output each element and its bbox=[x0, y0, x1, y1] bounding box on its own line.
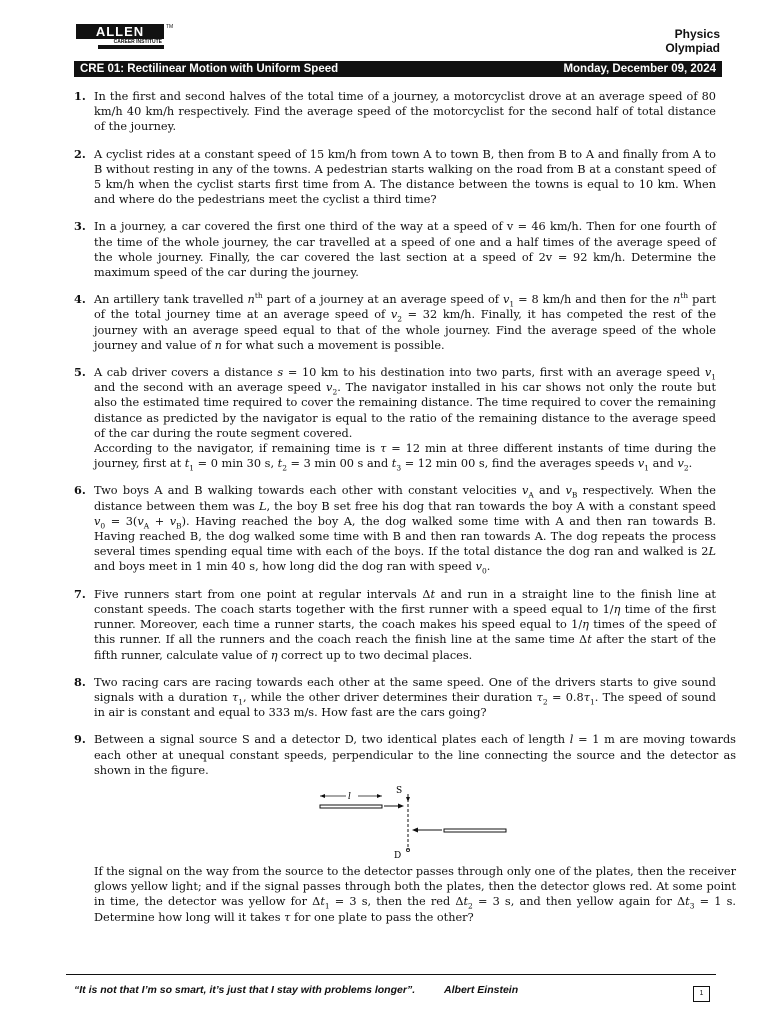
question-text: In the first and second halves of the total time of a journey, a motorcyclist drove at an average speed of 80 km/h 40 km/h respectively. Find the average speed of the motorcyclist for the second half of total distance of the journey. bbox=[94, 90, 716, 134]
page-number: 1 bbox=[693, 986, 710, 1002]
source-marker-icon bbox=[406, 797, 410, 802]
logo-bar bbox=[98, 45, 164, 49]
question-number: 4. bbox=[74, 292, 86, 307]
question-number: 5. bbox=[74, 365, 86, 380]
label-d: D bbox=[394, 850, 402, 860]
question-6 bbox=[74, 483, 716, 574]
subject-label bbox=[665, 27, 720, 55]
question-3 bbox=[74, 219, 716, 280]
plates-diagram bbox=[94, 784, 736, 860]
footer-quote bbox=[74, 984, 518, 996]
sheet-date: Monday, December 09, 2024 bbox=[563, 63, 716, 75]
question-list bbox=[74, 89, 736, 937]
question-9 bbox=[74, 732, 736, 924]
question-4 bbox=[74, 292, 716, 353]
question-text: Two racing cars are racing towards each other at the same speed. One of the drivers starts to give sound signals with a duration $\tau_1$, while the other driver determines their duration $\tau_2 = 0.8\tau_1$. The speed of sound in air is constant and equal to 333 m/s. How fast are the cars going? bbox=[94, 675, 716, 720]
length-arrow-right-icon bbox=[377, 794, 382, 798]
question-text: A cyclist rides at a constant speed of 15 km/h from town A to town B, then from B to A and finally from A to B without resting in any of the towns. A pedestrian starts walking on the road from B at a constant speed of 5 km/h when the cyclist starts first time from A. The distance between the towns is equal to 10 km. When and where do the pedestrians meet the cyclist a third time? bbox=[94, 147, 716, 207]
label-length: l bbox=[348, 791, 351, 802]
footer-divider bbox=[66, 974, 716, 975]
allen-logo bbox=[76, 24, 174, 54]
logo-wordmark: ALLEN bbox=[76, 24, 164, 39]
question-text: An artillery tank travelled $n^{th}$ part of a journey at an average speed of $v_1 = 8$ km/h and then for the $n^{th}$ part of the total journey time at an average speed of $v_2 = 32$ km/h. Finally, it has competed the rest of the journey with an average speed equal to that of the whole journey. Find the average speed of the whole journey and value of n for what such a movement is possible. bbox=[94, 291, 716, 352]
question-number: 1. bbox=[74, 89, 86, 103]
quote-author: Albert Einstein bbox=[444, 984, 519, 996]
question-number: 8. bbox=[74, 674, 86, 689]
logo-trademark: TM bbox=[166, 24, 174, 30]
question-1 bbox=[74, 89, 716, 135]
left-plate bbox=[320, 805, 382, 808]
question-number: 9. bbox=[74, 732, 86, 747]
right-velocity-arrow-icon bbox=[412, 827, 418, 832]
sheet-title: CRE 01: Rectilinear Motion with Uniform Speed bbox=[80, 63, 339, 75]
title-banner bbox=[74, 61, 722, 77]
question-text: A cab driver covers a distance s = 10 km to his destination into two parts, first with an average speed $v_1$ and the second with an average speed $v_2$. The navigator installed in his car shows not only the route but also the estimated time required to cover the remaining distance. The time required to cover the remaining distance as predicted by the navigator is equal to the ratio of the remaining distance to the average speed of the car during the route segment covered. According to the navigator, if remaining time is τ = 12 min at three different instants of time during the journey, first at $t_1 = 0$ min 30 s, $t_2 = 3$ min 00 s and $t_3 = 12$ min 00 s, find the averages speeds $v_1$ and $v_2$. bbox=[94, 366, 716, 473]
question-number: 3. bbox=[74, 219, 86, 234]
label-s: S bbox=[396, 785, 403, 796]
question-2 bbox=[74, 147, 716, 208]
question-text: Five runners start from one point at regular intervals Δt and run in a straight line to the finish line at constant speeds. The coach starts together with the first runner with a speed equal to 1/η time of the first runner. Moreover, each time a runner starts, the coach makes his speed equal to 1/η times of the speed of this runner. If all the runners and the coach reach the finish line at the same time Δt after the start of the fifth runner, calculate value of η correct up to two decimal places. bbox=[94, 587, 716, 662]
question-text: Between a signal source S and a detector D, two identical plates each of length l = 1 m are moving towards each other at unequal constant speeds, perpendicular to the line connecting the source and the detector as shown in the figure. S D l If the signal on the way from the source to the detector passes through only one of the plates, then the receiver glows yellow light; and if the signal passes through both the plates, then the detector glows red. At some point in time, the detector was yellow for $\Delta t_1 = 3$ s, then the red $\Delta t_2 = 3$ s, and then yellow again for $\Delta t_3 = 1$ s. Determine how long will it takes τ for one plate to pass the other? bbox=[94, 733, 736, 924]
plates-figure bbox=[94, 784, 736, 860]
question-number: 2. bbox=[74, 146, 86, 161]
logo-tagline: CAREER INSTITUTE bbox=[113, 39, 162, 45]
question-8 bbox=[74, 675, 716, 721]
question-5 bbox=[74, 365, 716, 471]
length-arrow-left-icon bbox=[320, 794, 325, 798]
question-number: 7. bbox=[74, 586, 86, 601]
question-number: 6. bbox=[74, 483, 86, 498]
subject-line-1: Physics bbox=[674, 27, 720, 41]
subject-line-2: Olympiad bbox=[665, 41, 720, 55]
question-text: Two boys A and B walking towards each other with constant velocities $v_A$ and $v_B$ respectively. When the distance between them was L, the boy B set free his dog that ran towards the boy A with a constant speed $v_0 = 3(v_A + v_B)$. Having reached the boy A, the dog walked some time with A and then ran towards B. Having reached B, the dog walked some time with B and then ran towards A. The dog repeats the process several times spending equal time with each of the boys. If the total distance the dog ran and walked is 2L and boys meet in 1 min 40 s, how long did the dog ran with speed $v_0$. bbox=[94, 484, 716, 576]
question-text: In a journey, a car covered the first one third of the way at a speed of v = 46 km/h. Then for one fourth of the time of the whole journey, the car travelled at a speed of one and a half times of the average speed of the whole journey. Finally, the car covered the last section at a speed of 2v = 92 km/h. Determine the maximum speed of the car during the journey. bbox=[94, 220, 716, 280]
question-7 bbox=[74, 587, 716, 663]
left-velocity-arrow-icon bbox=[398, 803, 404, 808]
right-plate bbox=[444, 829, 506, 832]
quote-text: “It is not that I’m so smart, it’s just that I stay with problems longer”. bbox=[74, 984, 416, 996]
